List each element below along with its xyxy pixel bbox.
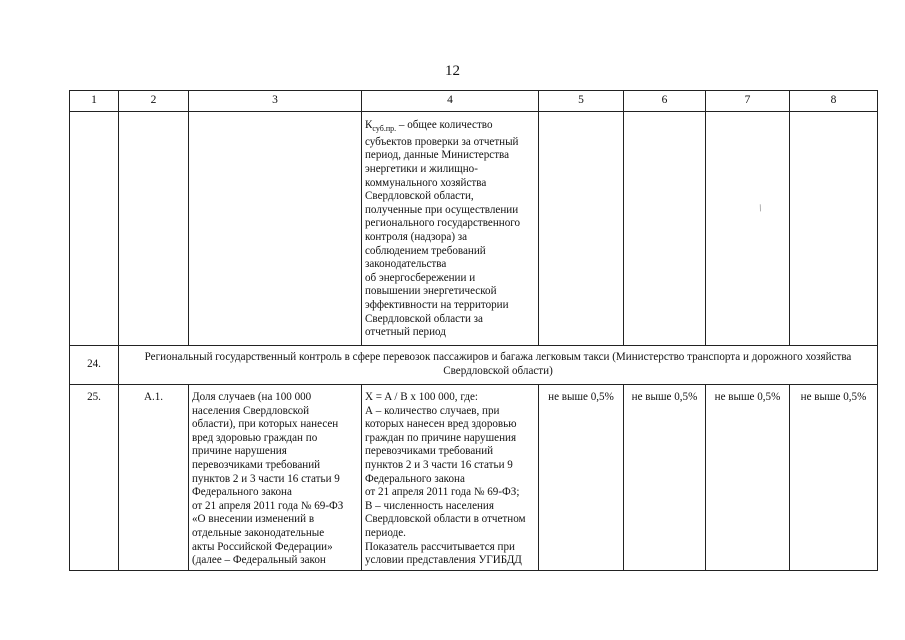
cell-empty: [119, 112, 189, 346]
table-row-continued: [70, 112, 878, 346]
header-col-6: 6: [624, 91, 706, 112]
cell-empty: [624, 112, 706, 346]
target-value: не выше 0,5%: [624, 385, 706, 571]
formula-description-cell: [362, 112, 539, 346]
header-col-1: 1: [70, 91, 119, 112]
target-value: не выше 0,5%: [706, 385, 790, 571]
table-row-section-24: [70, 346, 878, 385]
row-number: 25.: [70, 385, 119, 571]
header-col-3: 3: [189, 91, 362, 112]
section-title: Региональный государственный контроль в сфере перевозок пассажиров и багажа легковым такси (Министерство транспорта и дорожного хозяйства Свердловской области): [119, 346, 878, 385]
pen-mark: /: [757, 202, 764, 215]
target-value: не выше 0,5%: [790, 385, 878, 571]
indicator-formula: X = A / B x 100 000, где: А – количество случаев, при которых нанесен вред здоровью граждан по причине нарушения перевозчиками требований пунктов 2 и 3 части 16 статьи 9 Федерального закона от 21 апреля 2011 года № 69-ФЗ; В – численность населения Свердловской области в отчетном периоде. Показатель рассчитывается при условии представления УГИБДД: [362, 385, 539, 571]
indicator-code: А.1.: [119, 385, 189, 571]
table-row-25: [70, 385, 878, 571]
cell-empty: [790, 112, 878, 346]
indicator-name: Доля случаев (на 100 000 населения Свердловской области), при которых нанесен вред здоровью граждан по причине нарушения перевозчиками требований пунктов 2 и 3 части 16 статьи 9 Федерального закона от 21 апреля 2011 года № 69-ФЗ «О внесении изменений в отдельные законодательные акты Российской Федерации» (далее – Федеральный закон: [189, 385, 362, 571]
cell-empty: [70, 112, 119, 346]
formula-description-text: – общее количество субъектов проверки за отчетный период, данные Министерства энергетики и жилищно- коммунального хозяйства Свердловской области, полученные при осуществлении регионального государственного контроля (надзора) за соблюдением требований законодательства об энергосбережении и повышении энергетической эффективности на территории Свердловской области за отчетный период: [365, 119, 521, 339]
header-col-2: 2: [119, 91, 189, 112]
cell-empty: [706, 112, 790, 346]
header-col-8: 8: [790, 91, 878, 112]
page-number: 12: [445, 63, 460, 79]
k-subscript: суб.пр.: [372, 124, 397, 134]
cell-empty: [189, 112, 362, 346]
target-value: не выше 0,5%: [539, 385, 624, 571]
cell-empty: [539, 112, 624, 346]
header-col-4: 4: [362, 91, 539, 112]
k-symbol: К: [365, 119, 373, 131]
row-number: 24.: [70, 346, 119, 385]
table-header-row: [70, 91, 878, 112]
header-col-7: 7: [706, 91, 790, 112]
indicators-table: [69, 90, 878, 571]
header-col-5: 5: [539, 91, 624, 112]
